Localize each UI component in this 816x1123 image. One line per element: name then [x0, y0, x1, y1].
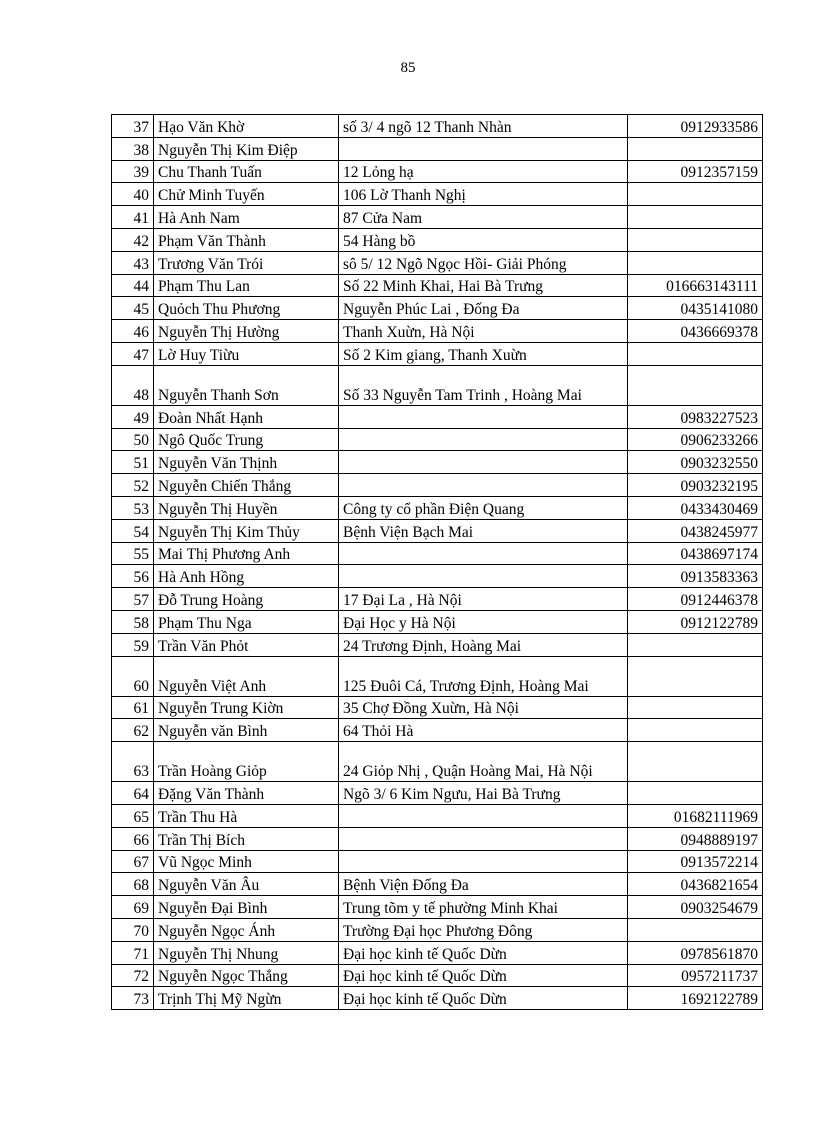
contact-phone: 0438697174	[628, 542, 763, 565]
contact-name: Trần Hoàng Giỏp	[154, 742, 339, 782]
table-row	[112, 610, 763, 633]
contact-address: 35 Chợ Đồng Xuừn, Hà Nội	[339, 696, 628, 719]
table-row	[112, 342, 763, 365]
contact-name: Phạm Văn Thành	[154, 228, 339, 251]
contact-phone: 1692122789	[628, 987, 763, 1010]
row-number: 46	[112, 320, 154, 343]
table-row	[112, 633, 763, 656]
contact-phone	[628, 342, 763, 365]
table-row	[112, 782, 763, 805]
table-row	[112, 696, 763, 719]
contact-phone: 0436821654	[628, 873, 763, 896]
contact-address: Đại Học y Hà Nội	[339, 610, 628, 633]
contact-phone	[628, 918, 763, 941]
row-number: 52	[112, 474, 154, 497]
contact-phone: 0948889197	[628, 827, 763, 850]
row-number: 37	[112, 115, 154, 138]
contact-table	[111, 114, 763, 1010]
contact-phone: 0983227523	[628, 405, 763, 428]
row-number: 64	[112, 782, 154, 805]
contact-phone: 0906233266	[628, 428, 763, 451]
contact-phone	[628, 782, 763, 805]
contact-phone	[628, 633, 763, 656]
contact-name: Quỏch Thu Phương	[154, 297, 339, 320]
contact-address: Đại học kinh tế Quốc Dừn	[339, 964, 628, 987]
contact-name: Chử Minh Tuyến	[154, 183, 339, 206]
row-number: 49	[112, 405, 154, 428]
contact-name: Hà Anh Nam	[154, 206, 339, 229]
table-row	[112, 804, 763, 827]
table-row	[112, 274, 763, 297]
contact-name: Đỗ Trung Hoàng	[154, 588, 339, 611]
contact-address: Công ty cổ phần Điện Quang	[339, 496, 628, 519]
row-number: 66	[112, 827, 154, 850]
contact-phone	[628, 183, 763, 206]
table-row	[112, 496, 763, 519]
table-row	[112, 428, 763, 451]
row-number: 63	[112, 742, 154, 782]
row-number: 38	[112, 137, 154, 160]
contact-name: Nguyễn Thị Kim Thủy	[154, 519, 339, 542]
contact-phone	[628, 206, 763, 229]
contact-name: Nguyễn Thanh Sơn	[154, 365, 339, 405]
contact-phone: 0913583363	[628, 565, 763, 588]
contact-phone	[628, 365, 763, 405]
contact-address: Nguyễn Phúc Lai , Đống Đa	[339, 297, 628, 320]
row-number: 61	[112, 696, 154, 719]
page-number: 85	[400, 60, 416, 76]
contact-address: Số 33 Nguyễn Tam Trinh , Hoàng Mai	[339, 365, 628, 405]
contact-name: Phạm Thu Lan	[154, 274, 339, 297]
row-number: 72	[112, 964, 154, 987]
contact-phone	[628, 696, 763, 719]
row-number: 57	[112, 588, 154, 611]
row-number: 47	[112, 342, 154, 365]
contact-phone: 0903254679	[628, 896, 763, 919]
row-number: 44	[112, 274, 154, 297]
row-number: 56	[112, 565, 154, 588]
table-row	[112, 827, 763, 850]
contact-name: Trương Văn Trói	[154, 251, 339, 274]
contact-name: Nguyễn Thị Hường	[154, 320, 339, 343]
row-number: 62	[112, 719, 154, 742]
row-number: 65	[112, 804, 154, 827]
row-number: 58	[112, 610, 154, 633]
contact-phone	[628, 251, 763, 274]
contact-name: Hạo Văn Khờ	[154, 115, 339, 138]
contact-address: số 3/ 4 ngõ 12 Thanh Nhàn	[339, 115, 628, 138]
table-row	[112, 405, 763, 428]
table-row	[112, 320, 763, 343]
contact-address: Số 22 Minh Khai, Hai Bà Trưng	[339, 274, 628, 297]
row-number: 48	[112, 365, 154, 405]
table-row	[112, 918, 763, 941]
contact-name: Nguyễn Thị Nhung	[154, 941, 339, 964]
row-number: 53	[112, 496, 154, 519]
contact-phone: 0913572214	[628, 850, 763, 873]
contact-address	[339, 428, 628, 451]
contact-address: Ngõ 3/ 6 Kim Ngưu, Hai Bà Trưng	[339, 782, 628, 805]
contact-address: Trường Đại học Phương Đông	[339, 918, 628, 941]
row-number: 73	[112, 987, 154, 1010]
contact-address	[339, 850, 628, 873]
contact-address: 24 Giỏp Nhị , Quận Hoàng Mai, Hà Nội	[339, 742, 628, 782]
contact-address: Đại học kinh tế Quốc Dừn	[339, 941, 628, 964]
table-row	[112, 656, 763, 696]
contact-name: Nguyễn Ngọc Ánh	[154, 918, 339, 941]
row-number: 45	[112, 297, 154, 320]
row-number: 55	[112, 542, 154, 565]
table-row	[112, 873, 763, 896]
contact-name: Nguyễn Việt Anh	[154, 656, 339, 696]
contact-address: Thanh Xuừn, Hà Nội	[339, 320, 628, 343]
row-number: 40	[112, 183, 154, 206]
contact-name: Trịnh Thị Mỹ Ngừn	[154, 987, 339, 1010]
contact-phone: 0435141080	[628, 297, 763, 320]
contact-phone	[628, 742, 763, 782]
row-number: 71	[112, 941, 154, 964]
contact-address: 106 Lờ Thanh Nghị	[339, 183, 628, 206]
table-row	[112, 297, 763, 320]
contact-name: Lờ Huy Tiừu	[154, 342, 339, 365]
table-row	[112, 850, 763, 873]
contact-phone: 0912446378	[628, 588, 763, 611]
contact-phone: 01682111969	[628, 804, 763, 827]
contact-name: Hà Anh Hồng	[154, 565, 339, 588]
contact-name: Nguyễn Văn Thịnh	[154, 451, 339, 474]
contact-phone: 0436669378	[628, 320, 763, 343]
contact-address	[339, 451, 628, 474]
contact-address: 17 Đại La , Hà Nội	[339, 588, 628, 611]
contact-name: Trần Thu Hà	[154, 804, 339, 827]
contact-name: Nguyễn Ngọc Thắng	[154, 964, 339, 987]
row-number: 60	[112, 656, 154, 696]
table-row	[112, 451, 763, 474]
contact-phone: 0903232195	[628, 474, 763, 497]
contact-name: Trần Văn Phỏt	[154, 633, 339, 656]
contact-address: 64 Thỏi Hà	[339, 719, 628, 742]
contact-address: 24 Trương Định, Hoàng Mai	[339, 633, 628, 656]
row-number: 54	[112, 519, 154, 542]
contact-phone: 0957211737	[628, 964, 763, 987]
contact-address	[339, 565, 628, 588]
contact-name: Nguyễn văn Bình	[154, 719, 339, 742]
table-row	[112, 964, 763, 987]
contact-address	[339, 137, 628, 160]
contact-name: Nguyễn Trung Kiờn	[154, 696, 339, 719]
row-number: 69	[112, 896, 154, 919]
contact-phone	[628, 719, 763, 742]
table-row	[112, 228, 763, 251]
contact-name: Vũ Ngọc Minh	[154, 850, 339, 873]
contact-address: 87 Cửa Nam	[339, 206, 628, 229]
contact-name: Trần Thị Bích	[154, 827, 339, 850]
contact-name: Nguyễn Văn Âu	[154, 873, 339, 896]
row-number: 51	[112, 451, 154, 474]
table-row	[112, 115, 763, 138]
contact-phone	[628, 137, 763, 160]
table-row	[112, 519, 763, 542]
contact-name: Đặng Văn Thành	[154, 782, 339, 805]
table-row	[112, 365, 763, 405]
table-row	[112, 160, 763, 183]
contact-phone: 0903232550	[628, 451, 763, 474]
table-row	[112, 137, 763, 160]
contact-name: Mai Thị Phương Anh	[154, 542, 339, 565]
contact-address: 125 Đuôi Cá, Trương Định, Hoàng Mai	[339, 656, 628, 696]
table-row	[112, 206, 763, 229]
contact-phone	[628, 656, 763, 696]
row-number: 41	[112, 206, 154, 229]
contact-phone: 0433430469	[628, 496, 763, 519]
contact-address: Trung tõm y tế phường Minh Khai	[339, 896, 628, 919]
table-row	[112, 742, 763, 782]
contact-phone: 0912933586	[628, 115, 763, 138]
contact-name: Ngô Quốc Trung	[154, 428, 339, 451]
contact-name: Nguyễn Thị Huyền	[154, 496, 339, 519]
contact-address	[339, 827, 628, 850]
contact-address: Số 2 Kim giang, Thanh Xuừn	[339, 342, 628, 365]
row-number: 68	[112, 873, 154, 896]
table-row	[112, 183, 763, 206]
table-row	[112, 251, 763, 274]
row-number: 39	[112, 160, 154, 183]
contact-address: Bệnh Viện Đống Đa	[339, 873, 628, 896]
contact-phone: 016663143111	[628, 274, 763, 297]
contact-name: Nguyễn Chiến Thắng	[154, 474, 339, 497]
table-row	[112, 896, 763, 919]
table-row	[112, 565, 763, 588]
table-row	[112, 588, 763, 611]
table-row	[112, 542, 763, 565]
contact-address: sô 5/ 12 Ngõ Ngọc Hồi- Giải Phóng	[339, 251, 628, 274]
contact-phone: 0978561870	[628, 941, 763, 964]
contact-name: Chu Thanh Tuấn	[154, 160, 339, 183]
contact-address	[339, 474, 628, 497]
contact-table-body	[112, 115, 763, 1010]
contact-phone: 0438245977	[628, 519, 763, 542]
row-number: 42	[112, 228, 154, 251]
table-row	[112, 987, 763, 1010]
contact-address	[339, 405, 628, 428]
table-row	[112, 941, 763, 964]
row-number: 59	[112, 633, 154, 656]
contact-phone: 0912122789	[628, 610, 763, 633]
contact-address: Bệnh Viện Bạch Mai	[339, 519, 628, 542]
contact-name: Nguyễn Thị Kim Điệp	[154, 137, 339, 160]
table-row	[112, 719, 763, 742]
contact-name: Nguyễn Đại Bình	[154, 896, 339, 919]
contact-phone: 0912357159	[628, 160, 763, 183]
row-number: 50	[112, 428, 154, 451]
contact-address	[339, 542, 628, 565]
contact-address: 54 Hàng bồ	[339, 228, 628, 251]
row-number: 70	[112, 918, 154, 941]
contact-address	[339, 804, 628, 827]
contact-phone	[628, 228, 763, 251]
row-number: 67	[112, 850, 154, 873]
contact-address: 12 Lỏng hạ	[339, 160, 628, 183]
contact-name: Phạm Thu Nga	[154, 610, 339, 633]
contact-name: Đoàn Nhất Hạnh	[154, 405, 339, 428]
table-row	[112, 474, 763, 497]
contact-address: Đại học kinh tế Quốc Dừn	[339, 987, 628, 1010]
row-number: 43	[112, 251, 154, 274]
